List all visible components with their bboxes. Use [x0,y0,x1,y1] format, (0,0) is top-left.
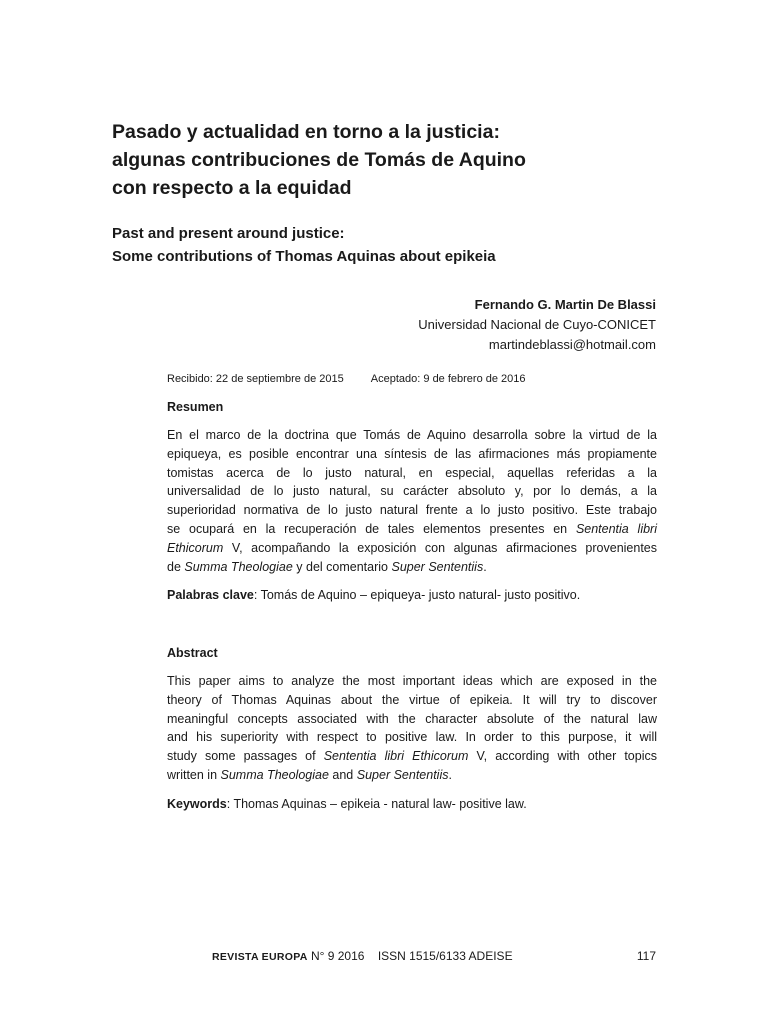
resumen-line-8-de: de [167,559,181,574]
resumen-line-8-end: . [483,559,487,574]
title-spanish [112,118,672,202]
abstract-italic-summa: Summa Theologiae [220,767,329,782]
abstract-italic-sententia: Sententia libri Ethicorum [323,749,469,764]
resumen-line-4: universalidad de lo justo natural, su carácter absoluto y, por lo demás, a la [167,484,657,499]
resumen-line-5: superioridad normativa de lo justo natural frente a lo justo positivo. Este trabajo [167,503,657,518]
accepted-date: Aceptado: 9 de febrero de 2016 [370,373,526,385]
resumen-italic-ethicorum: Ethicorum [167,540,224,555]
author-affiliation: Universidad Nacional de Cuyo-CONICET [418,317,656,332]
resumen-line-3: tomistas acerca de lo justo natural, en especial, aquellas referidas a la [167,465,657,480]
title-spanish-line-1: Pasado y actualidad en torno a la justicia: [112,121,500,143]
journal-issn: ISSN 1515/6133 ADEISE [377,949,513,963]
resumen-body [167,426,657,576]
abstract-line-6 [167,766,657,785]
author-block [418,295,656,355]
author-name: Fernando G. Martin De Blassi [474,297,656,312]
resumen-italic-super: Super Sententiis [391,559,484,574]
abstract-heading: Abstract [167,646,218,660]
resumen-italic-sententia: Sententia libri [575,521,657,536]
title-english-line-2: Some contributions of Thomas Aquinas about epikeia [112,248,496,265]
abstract-line-5-text: study some passages of [167,749,316,764]
resumen-line-7 [167,539,657,558]
resumen-line-7-text: V, acompañando la exposición con algunas afirmaciones provenientes [231,540,658,555]
resumen-line-2: epiqueya, es posible encontrar una síntesis de las afirmaciones más propiamente [167,446,657,461]
author-email: martindeblassi@hotmail.com [488,337,656,352]
journal-issue: N° 9 2016 [310,949,365,963]
abstract-line-5-end: V, according with other topics [476,749,657,764]
keywords-text: : Thomas Aquinas – epikeia - natural law- positive law. [226,797,527,811]
abstract-line-6-end: . [448,767,452,782]
title-spanish-line-3: con respecto a la equidad [112,177,352,199]
resumen-italic-summa: Summa Theologiae [184,559,293,574]
title-english-line-1: Past and present around justice: [112,225,345,242]
keywords-label: Keywords [167,797,227,811]
resumen-heading: Resumen [167,400,224,414]
keywords [167,795,657,813]
palabras-clave [167,586,657,604]
abstract-line-5 [167,747,657,766]
abstract-line-2: theory of Thomas Aquinas about the virtue of epikeia. It will try to discover [167,692,657,707]
palabras-clave-label: Palabras clave [167,588,254,602]
abstract-line-1: This paper aims to analyze the most important ideas which are exposed in the [167,674,657,688]
abstract-line-3: meaningful concepts associated with the character absolute of the natural law [167,711,657,726]
received-date: Recibido: 22 de septiembre de 2015 [167,373,344,385]
abstract-line-6-text: written in [167,767,218,782]
resumen-line-1: En el marco de la doctrina que Tomás de Aquino desarrolla sobre la virtud de la [167,428,657,442]
abstract-italic-super: Super Sententiis [356,767,449,782]
title-english [112,222,672,268]
resumen-line-8 [167,558,657,577]
journal-name: REVISTA EUROPA [212,951,308,963]
abstract-line-4: and his superiority with respect to positive law. In order to this purpose, it will [167,730,657,745]
submission-dates [167,371,526,387]
resumen-line-8-text: y del comentario [296,559,388,574]
page-footer [212,947,656,966]
palabras-clave-text: : Tomás de Aquino – epiqueya- justo natural- justo positivo. [253,588,581,602]
resumen-line-6 [167,520,657,539]
resumen-line-6-text: se ocupará en la recuperación de tales elementos presentes en [167,521,568,536]
title-spanish-line-2: algunas contribuciones de Tomás de Aquino [112,149,526,171]
page-number: 117 [636,949,656,963]
abstract-body [167,672,657,785]
abstract-line-6-and: and [332,767,354,782]
